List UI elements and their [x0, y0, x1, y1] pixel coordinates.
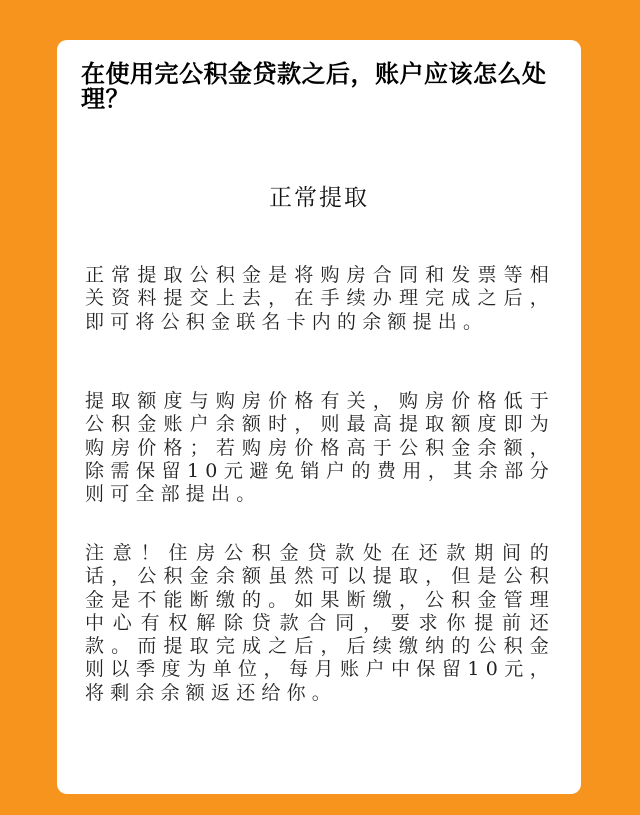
paragraph-withdrawal-limit: 提取额度与购房价格有关，购房价格低于公积金账户余额时，则最高提取额度即为购房价格；若购房价格高于公积金余额，除需保留10元避免销户的费用，其余部分则可全部提出。 [85, 390, 555, 506]
section-title: 正常提取 [269, 185, 369, 211]
article-headline: 在使用完公积金贷款之后，账户应该怎么处理？ [81, 60, 547, 113]
paragraph-notice: 注意！住房公积金贷款处在还款期间的话，公积金余额虽然可以提取，但是公积金是不能断缴的。如果断缴，公积金管理中心有权解除贷款合同，要求你提前还款。而提取完成之后，后续缴纳的公积金则以季度为单位，每月账户中保留10元，将剩余余额返还给你。 [85, 542, 555, 704]
paragraph-withdrawal-process: 正常提取公积金是将购房合同和发票等相关资料提交上去，在手续办理完成之后，即可将公积金联名卡内的余额提出。 [85, 264, 555, 333]
article-card [57, 40, 581, 794]
